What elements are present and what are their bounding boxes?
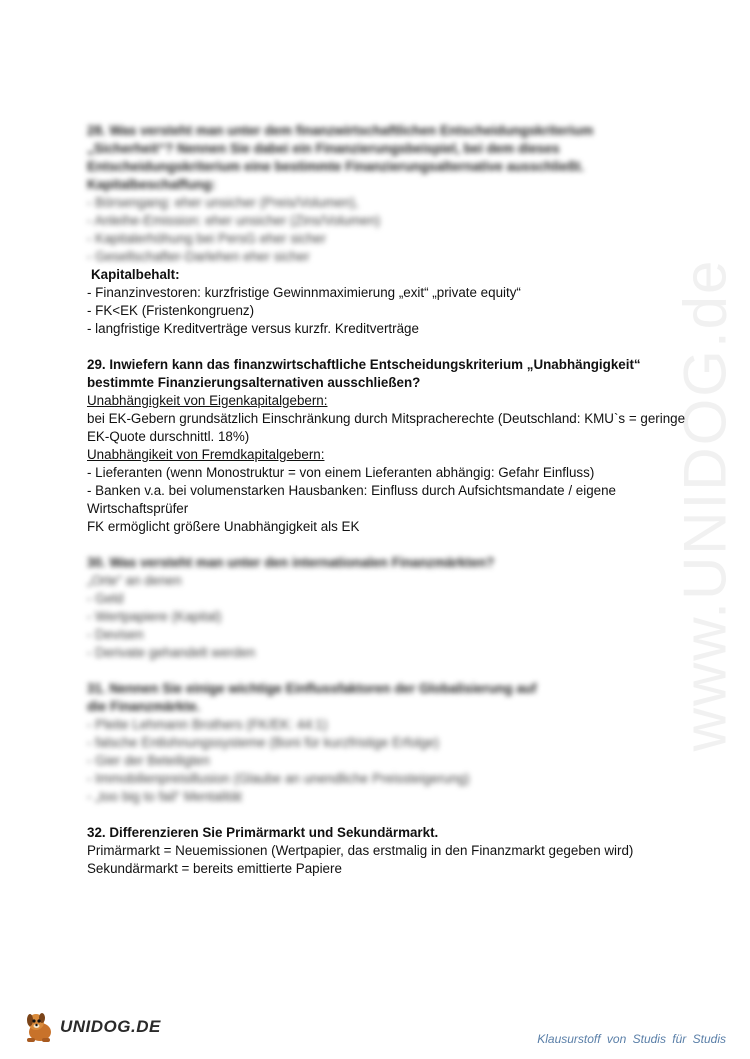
- logo-text: UNIDOG.DE: [60, 1017, 161, 1036]
- q32-sekundaermarkt: Sekundärmarkt = bereits emittierte Papiere: [87, 861, 342, 876]
- blurred-line: - Derivate gehandelt werden: [87, 645, 256, 660]
- q30-blurred-section: [87, 554, 697, 662]
- list-item: - Finanzinvestoren: kurzfristige Gewinnmaximierung „exit“ „private equity“: [87, 285, 521, 300]
- blurred-line: - „too big to fail“ Mentalität: [87, 789, 242, 804]
- q29-subheading-ek: Unabhängigkeit von Eigenkapitalgebern:: [87, 393, 328, 408]
- q30-question: 30. Was versteht man unter den internationalen Finanzmärkten?: [87, 555, 495, 570]
- blurred-line: „Sicherheit“? Nennen Sie dabei ein Finanzierungsbeispiel, bei dem dieses: [87, 141, 560, 156]
- blurred-line: - Devisen: [87, 627, 144, 642]
- q32-section: [87, 824, 697, 878]
- blurred-line: - Börsengang: eher unsicher (Preis/Volumen),: [87, 195, 359, 210]
- q31-question-line1: 31. Nennen Sie einige wichtige Einflussfaktoren der Globalisierung auf: [87, 681, 537, 696]
- document-body: [87, 122, 697, 878]
- q29-question-line2: bestimmte Finanzierungsalternativen ausschließen?: [87, 375, 421, 390]
- q28-blurred-section: [87, 122, 697, 266]
- blurred-line: 28. Was versteht man unter dem finanzwirtschaftlichen Entscheidungskriterium: [87, 123, 594, 138]
- q32-primaermarkt: Primärmarkt = Neuemissionen (Wertpapier, das erstmalig in den Finanzmarkt gegeben wird): [87, 843, 634, 858]
- unidog-logo: [22, 1010, 161, 1044]
- q29-conclusion: FK ermöglicht größere Unabhängigkeit als EK: [87, 519, 360, 534]
- list-item: - Lieferanten (wenn Monostruktur = von einem Lieferanten abhängig: Gefahr Einfluss): [87, 465, 595, 480]
- watermark-text: www.UNIDOG.de: [671, 258, 739, 752]
- list-item: - langfristige Kreditverträge versus kurzfr. Kreditverträge: [87, 321, 419, 336]
- blurred-line: Entscheidungskriterium eine bestimmte Finanzierungsalternative ausschließt.: [87, 159, 585, 174]
- q28-visible-section: [87, 266, 697, 338]
- blurred-line: - Gesellschafter-Darlehen eher sicher: [87, 249, 310, 264]
- kapitalbehalt-heading: Kapitalbehalt:: [91, 267, 180, 282]
- footer-tagline: Klausurstoff von Studis für Studis: [537, 1032, 726, 1046]
- q31-blurred-section: [87, 680, 697, 806]
- blurred-line: Kapitalbeschaffung:: [87, 177, 216, 192]
- blurred-line: - Gier der Beteiligten: [87, 753, 210, 768]
- blurred-line: - Anleihe-Emission: eher unsicher (Zins/Volumen): [87, 213, 381, 228]
- blurred-line: - Wertpapiere (Kapital): [87, 609, 222, 624]
- blurred-line: - Immobilienpreisillusion (Glaube an unendliche Preissteigerung): [87, 771, 470, 786]
- list-item: - Banken v.a. bei volumenstarken Hausbanken: Einfluss durch Aufsichtsmandate / eigene Wirtschaftsprüfer: [87, 483, 616, 516]
- q32-question: 32. Differenzieren Sie Primärmarkt und Sekundärmarkt.: [87, 825, 439, 840]
- list-item: - FK<EK (Fristenkongruenz): [87, 303, 255, 318]
- blurred-line: „Orte“ an denen: [87, 573, 182, 588]
- q29-subheading-fk: Unabhängikeit von Fremdkapitalgebern:: [87, 447, 325, 462]
- dog-mascot-icon: [22, 1010, 58, 1044]
- blurred-line: - falsche Entlohnungssysteme (Boni für kurzfristige Erfolge): [87, 735, 440, 750]
- blurred-line: - Geld: [87, 591, 124, 606]
- blurred-line: - Pleite Lehmann Brothers (FK/EK: 44:1): [87, 717, 328, 732]
- q29-section: [87, 356, 697, 536]
- q31-question-line2: die Finanzmärkte.: [87, 699, 201, 714]
- q29-question-line1: 29. Inwiefern kann das finanzwirtschaftliche Entscheidungskriterium „Unabhängigkeit“: [87, 357, 641, 372]
- q29-text-ek: bei EK-Gebern grundsätzlich Einschränkung durch Mitspracherechte (Deutschland: KMU`s = geringe EK-Quote durschnittl. 18%): [87, 411, 686, 444]
- blurred-line: - Kapitalerhöhung bei PersG eher sicher: [87, 231, 326, 246]
